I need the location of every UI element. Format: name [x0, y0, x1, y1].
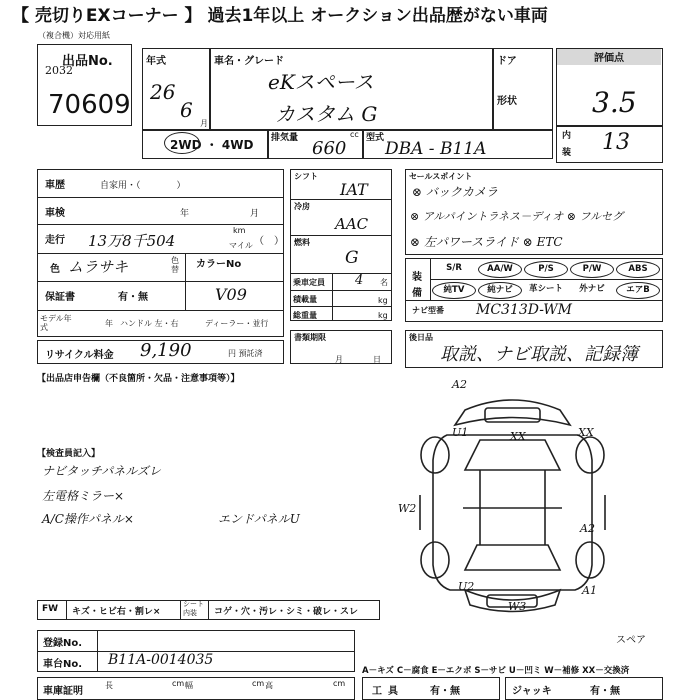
model-type-label: 型式: [366, 133, 385, 143]
diagram-mark-w3: W3: [508, 600, 527, 613]
color-value: ムラサキ: [68, 258, 129, 276]
mileage-label: 走行: [45, 235, 65, 246]
equipment-item: 純TV: [432, 282, 476, 299]
form-subtitle: （複合機）対応用紙: [38, 31, 110, 40]
seat-label: シート内装: [183, 600, 204, 617]
sales-point-1: ⊗ バックカメラ: [412, 185, 498, 199]
gross-label: 総重量: [293, 311, 317, 320]
navi-model-value: MC313D-WM: [476, 302, 572, 318]
recycle-label: リサイクル料金: [45, 350, 114, 361]
inspector-note-right: エンドパネルU: [218, 512, 300, 526]
capacity-unit: 名: [380, 278, 388, 287]
mileage-paren: （ ）: [254, 236, 284, 247]
cert-width: 幅: [185, 681, 193, 690]
registration-label: 登録No.: [43, 638, 83, 649]
interior-value: 13: [602, 130, 630, 155]
mileage-unit-mile: マイル: [229, 241, 253, 250]
fw-label: FW: [42, 604, 59, 614]
model-label: 車名・グレード: [214, 56, 284, 67]
equipment-item: S/R: [446, 263, 462, 273]
cert-height-unit: cm: [333, 679, 346, 688]
jack-options: 有・無: [590, 686, 620, 697]
cert-width-unit: cm: [252, 679, 265, 688]
inspector-note-1: ナビタッチパネルズレ: [42, 464, 161, 478]
equipment-item: P/S: [524, 261, 568, 278]
year-label: 年式: [146, 56, 166, 67]
certificate-box: [37, 677, 355, 700]
gross-unit: kg: [378, 311, 388, 320]
aircon-value: AAC: [335, 215, 369, 233]
equipment-item: エアB: [616, 282, 660, 299]
fw-text: キズ・ヒビ右・割レ×: [72, 607, 161, 617]
shift-value: IAT: [340, 180, 368, 199]
color-no-value: V09: [215, 285, 247, 304]
month-unit: 月: [200, 119, 208, 128]
equipment-item: 外ナビ: [579, 284, 605, 294]
cert-height: 高: [265, 681, 273, 690]
seat-text: コゲ・穴・汚レ・シミ・破レ・スレ: [214, 607, 359, 617]
recycle-unit: 円 預託済: [228, 349, 263, 358]
spare-label: スペア: [616, 635, 646, 646]
drive-selected-circle: [164, 132, 200, 154]
model-year-unit: 年: [105, 319, 113, 328]
mileage-unit-km: km: [233, 226, 246, 235]
aftercare-value: 取説、ナビ取説、記録簿: [440, 344, 638, 365]
inspector-note-3: A/C操作パネル×: [42, 512, 134, 526]
model-name: eKスペース: [268, 70, 374, 94]
score-value: 3.5: [592, 86, 637, 119]
load-unit: kg: [378, 296, 388, 305]
displacement-label: 排気量: [271, 133, 299, 143]
equipment-label-top: 装: [412, 272, 422, 283]
shift-label: シフト: [294, 172, 318, 181]
lot-label: 出品No.: [62, 54, 113, 69]
model-year-label: モデル年式: [40, 314, 72, 332]
lot-year-code: 2032: [45, 64, 73, 77]
diagram-mark-xx-2: XX: [578, 426, 594, 439]
shape-label: 形状: [497, 96, 517, 107]
month-value: 6: [180, 98, 193, 122]
displacement-unit: cc: [350, 130, 359, 139]
year-value: 26: [150, 80, 176, 104]
color-no-label: カラーNo: [196, 259, 242, 270]
sales-point-3: ⊗ 左パワースライド ⊗ ETC: [410, 235, 563, 249]
mileage-value: 13万8千504: [88, 232, 176, 250]
drive-text: 2WD ・ 4WD: [170, 138, 254, 152]
capacity-label: 乗車定員: [293, 278, 325, 287]
model-type-value: DBA - B11A: [385, 139, 487, 159]
inspection-month-unit: 月: [250, 209, 260, 219]
doc-deadline-unit: 月日: [335, 355, 411, 364]
diagram-mark-u1: U1: [452, 426, 469, 439]
history-label: 車歴: [45, 180, 65, 191]
warranty-label: 保証書: [45, 292, 75, 303]
model-grade: カスタム G: [275, 102, 378, 126]
inspector-note-2: 左電格ミラー×: [42, 489, 125, 503]
equipment-item: 純ナビ: [478, 282, 522, 299]
warranty-options: 有・無: [118, 292, 148, 303]
diagram-mark-a2-top: A2: [452, 378, 467, 391]
damage-legend: A－キズ C－腐食 E－エクボ S－サビ U－凹ミ W－補修 XX－交換済: [362, 666, 630, 676]
tools-options: 有・無: [430, 686, 460, 697]
chassis-value: B11A-0014035: [108, 652, 214, 668]
diagram-mark-w2: W2: [398, 502, 417, 515]
color-label: 色: [50, 264, 60, 275]
color-change-label: 色替: [171, 256, 179, 274]
inspector-label: 【検査員記入】: [37, 449, 101, 459]
cert-length: 長: [105, 681, 113, 690]
sales-points-label: セールスポイント: [409, 172, 473, 181]
diagram-mark-a1: A1: [582, 584, 597, 597]
dealer-options: ディーラー・並行: [205, 319, 269, 328]
certificate-label: 車庫証明: [43, 686, 83, 697]
aircon-label: 冷房: [294, 202, 310, 211]
inspection-year-unit: 年: [180, 209, 190, 219]
navi-model-label: ナビ型番: [412, 306, 444, 315]
diagram-mark-xx-1: XX: [510, 430, 526, 443]
sales-point-2: ⊗ アルパイントラネス－ディオ ⊗ フルセグ: [410, 210, 624, 223]
interior-label-bottom: 装: [562, 148, 572, 158]
banner: 【 売切りEXコーナー 】 過去1年以上 オークション出品歴がない車両: [12, 6, 548, 26]
equipment-item: P/W: [570, 261, 614, 278]
fuel-label: 燃料: [294, 238, 310, 247]
score-label: 評価点: [557, 49, 661, 65]
diagram-mark-a2-right: A2: [580, 522, 595, 535]
equipment-item: 革シート: [528, 284, 563, 294]
handle-options: ハンドル 左・右: [120, 319, 179, 328]
diagram-mark-u2: U2: [458, 580, 475, 593]
equipment-item: AA/W: [478, 261, 522, 278]
lot-number: 70609: [48, 90, 131, 120]
interior-label-top: 内: [562, 131, 572, 141]
cert-length-unit: cm: [172, 679, 185, 688]
chassis-label: 車台No.: [43, 659, 83, 670]
jack-label: ジャッキ: [512, 686, 552, 697]
history-options: 自家用・（ ）: [100, 181, 186, 191]
equipment-label-bottom: 備: [412, 288, 422, 299]
seller-notes-label: 【出品店申告欄（不良箇所・欠品・注意事項等）】: [37, 374, 240, 384]
load-label: 積載量: [293, 295, 317, 304]
fuel-value: G: [345, 248, 359, 268]
recycle-value: 9,190: [140, 340, 192, 361]
door-label: ドア: [497, 56, 517, 67]
equipment-item: ABS: [616, 261, 660, 278]
inspection-label: 車検: [45, 208, 65, 219]
tools-label: 工具: [372, 686, 404, 697]
displacement-value: 660: [312, 138, 347, 159]
capacity-value: 4: [355, 273, 364, 288]
aftercare-label: 後日品: [409, 333, 433, 342]
doc-deadline-label: 書類期限: [294, 333, 326, 342]
